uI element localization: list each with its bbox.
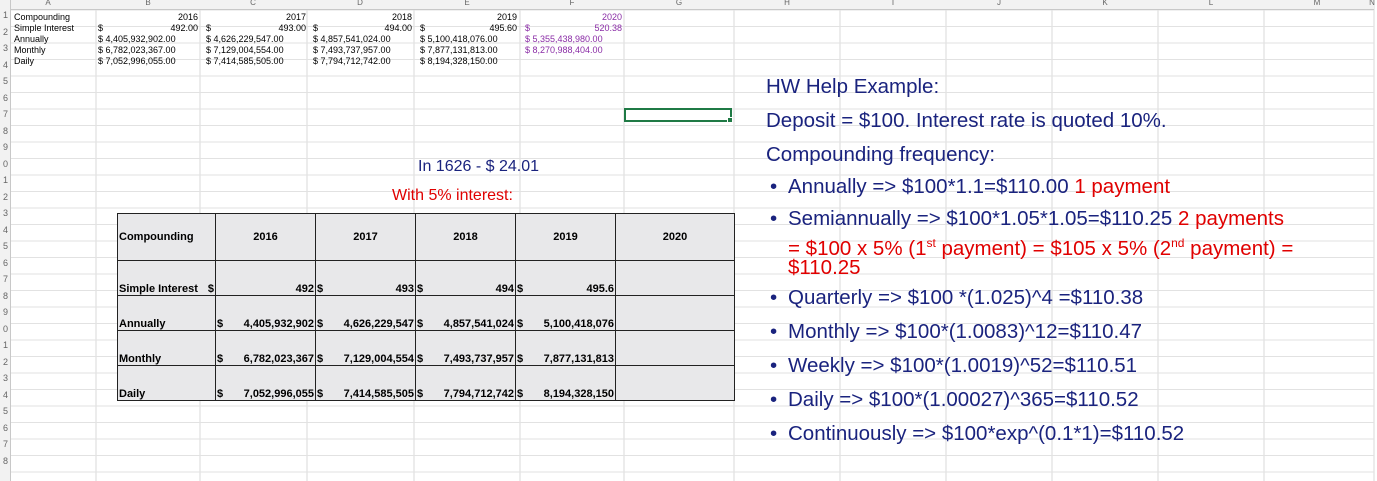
row-label: Daily [119, 388, 146, 400]
cell-value: 4,405,932,902 [243, 318, 314, 330]
cell-d5[interactable]: $ 7,794,712,742.00 [313, 56, 391, 66]
table-cell[interactable] [316, 296, 416, 331]
column-letter[interactable]: D [357, 0, 363, 7]
cell-c1[interactable]: 2017 [285, 12, 306, 22]
cell-e1[interactable]: 2019 [496, 12, 517, 22]
table-cell[interactable] [516, 261, 616, 296]
column-letter[interactable]: C [250, 0, 256, 7]
table-row [118, 261, 735, 296]
table-cell[interactable] [216, 331, 316, 366]
list-item [766, 204, 1371, 234]
row-number[interactable]: 5 [2, 241, 8, 251]
dollar-sign: $ [417, 388, 424, 400]
cell-value: 6,782,023,367 [243, 353, 314, 365]
dollar-sign: $ [517, 283, 524, 295]
semiannually-note: 2 payments [1178, 207, 1285, 230]
cell-e3[interactable]: $ 5,100,418,076.00 [420, 34, 498, 44]
cell-value: 493 [395, 283, 414, 295]
superscript: nd [1171, 236, 1185, 250]
cell-a5[interactable]: Daily [14, 56, 35, 66]
row-number[interactable]: 3 [2, 208, 8, 218]
cell-c2-dollar: $ [206, 23, 212, 33]
fill-handle[interactable] [727, 117, 733, 123]
row-number[interactable]: 2 [2, 191, 8, 202]
row-label: Simple Interest [119, 283, 198, 295]
cell-value: 4,857,541,024 [443, 318, 514, 330]
column-letter[interactable]: I [891, 0, 895, 7]
cell-d3[interactable]: $ 4,857,541,024.00 [313, 34, 391, 44]
row-number[interactable]: 6 [2, 422, 8, 433]
cell-a2[interactable]: Simple Interest [14, 23, 75, 33]
list-item: • Continuously => $100*exp^(0.1*1)=$110.52 [766, 417, 1371, 451]
table-cell[interactable] [316, 331, 416, 366]
dollar-sign: $ [217, 318, 224, 330]
dollar-sign: $ [517, 318, 524, 330]
cell-d2[interactable]: 494.00 [384, 23, 412, 33]
detail-part: payment) = $105 x 5% (2 [935, 236, 1172, 260]
dollar-sign: $ [317, 318, 324, 330]
dollar-sign: $ [207, 283, 214, 295]
cell-value: 495.6 [586, 283, 614, 295]
row-number[interactable]: 7 [2, 109, 8, 119]
row-label: Monthly [119, 353, 162, 365]
table-header-cell[interactable]: 2018 [416, 214, 516, 261]
row-label: Annually [119, 318, 166, 330]
row-number[interactable]: 1 [2, 10, 8, 20]
table-cell[interactable] [516, 366, 616, 401]
row-number[interactable]: 3 [2, 43, 8, 53]
table-header-cell[interactable]: 2019 [516, 214, 616, 261]
dollar-sign: $ [317, 283, 324, 295]
column-letter[interactable]: N [1369, 0, 1375, 7]
list-item: • Daily => $100*(1.00027)^365=$110.52 [766, 383, 1371, 417]
list-item: • Weekly => $100*(1.0019)^52=$110.51 [766, 349, 1371, 383]
column-letter[interactable]: L [1208, 0, 1214, 7]
row-number[interactable]: 9 [2, 307, 8, 317]
row-number[interactable]: 1 [2, 340, 8, 350]
table-cell[interactable] [516, 296, 616, 331]
help-frequency-heading: Compounding frequency: [766, 143, 996, 166]
cell-value: 7,052,996,055 [243, 388, 314, 400]
cell-f2-dollar: $ [525, 23, 531, 33]
column-letter[interactable]: G [675, 0, 683, 7]
table-row [118, 366, 735, 401]
superscript: st [926, 236, 936, 250]
hw-help-panel [766, 70, 1371, 451]
cell-e4[interactable]: $ 7,877,131,813.00 [420, 45, 498, 55]
table-header-cell[interactable]: 2016 [216, 214, 316, 261]
column-letter[interactable]: K [1102, 0, 1108, 7]
dollar-sign: $ [417, 318, 424, 330]
help-list [766, 172, 1371, 234]
row-number[interactable]: 4 [2, 59, 8, 70]
cell-b1[interactable]: 2016 [177, 12, 198, 22]
column-letter[interactable]: J [997, 0, 1001, 7]
row-label-cell[interactable] [118, 261, 216, 296]
row-number[interactable]: 1 [2, 175, 8, 185]
column-letter[interactable]: F [569, 0, 575, 7]
semiannually-formula: Semiannually => $100*1.05*1.05=$110.25 [788, 207, 1173, 230]
table-row [118, 296, 735, 331]
selected-cell[interactable] [624, 108, 732, 122]
row-number[interactable]: 6 [2, 257, 8, 268]
compounding-table [117, 213, 735, 401]
cell-d2-dollar: $ [313, 23, 319, 33]
detail-part: payment) = [1184, 236, 1294, 260]
cell-c4[interactable]: $ 7,129,004,554.00 [206, 45, 284, 55]
list-item [766, 172, 1371, 202]
row-number[interactable]: 4 [2, 224, 8, 235]
row-number[interactable]: 9 [2, 142, 8, 152]
table-cell[interactable] [216, 296, 316, 331]
cell-e2-dollar: $ [420, 23, 426, 33]
cell-b3[interactable]: $ 4,405,932,902.00 [98, 34, 176, 44]
cell-value: 492 [295, 283, 314, 295]
cell-b5[interactable]: $ 7,052,996,055.00 [98, 56, 176, 66]
row-number[interactable]: 8 [2, 455, 8, 466]
column-letter[interactable]: B [145, 0, 151, 7]
column-header-bar [0, 0, 1374, 10]
cell-f4[interactable]: $ 8,270,988,404.00 [525, 45, 603, 55]
table-cell[interactable] [416, 261, 516, 296]
row-number[interactable]: 0 [2, 323, 8, 334]
cell-b2[interactable]: 492.00 [170, 23, 198, 33]
cell-value: 494 [495, 283, 514, 295]
table-cell[interactable] [516, 331, 616, 366]
table-cell[interactable] [216, 366, 316, 401]
cell-value: 7,493,737,957 [443, 353, 514, 365]
table-row [118, 331, 735, 366]
dollar-sign: $ [217, 353, 224, 365]
row-number[interactable]: 7 [2, 439, 8, 449]
cell-f2[interactable]: 520.38 [594, 23, 622, 33]
cell-a1[interactable]: Compounding [14, 12, 71, 22]
table-cell[interactable] [616, 261, 735, 296]
row-label-cell[interactable] [118, 296, 216, 331]
column-letter[interactable]: H [784, 0, 790, 7]
cell-b4[interactable]: $ 6,782,023,367.00 [98, 45, 176, 55]
row-number[interactable]: 7 [2, 274, 8, 284]
cell-value: 4,626,229,547 [343, 318, 414, 330]
help-title: HW Help Example: [766, 75, 940, 98]
cell-f3[interactable]: $ 5,355,438,980.00 [525, 34, 603, 44]
row-number[interactable]: 8 [2, 125, 8, 136]
dollar-sign: $ [417, 283, 424, 295]
row-number[interactable]: 5 [2, 406, 8, 416]
cell-value: 5,100,418,076 [543, 318, 614, 330]
row-label-cell[interactable] [118, 366, 216, 401]
semiannually-result: $110.25 [788, 255, 861, 279]
row-number[interactable]: 2 [2, 26, 8, 37]
cell-value: 7,877,131,813 [543, 353, 614, 365]
table-cell[interactable] [616, 366, 735, 401]
dollar-sign: $ [517, 353, 524, 365]
list-item: • Monthly => $100*(1.0083)^12=$110.47 [766, 315, 1371, 349]
row-label-cell[interactable] [118, 331, 216, 366]
cell-b2-dollar: $ [98, 23, 104, 33]
cell-e2[interactable]: 495.60 [489, 23, 517, 33]
cell-c5[interactable]: $ 7,414,585,505.00 [206, 56, 284, 66]
cell-e5[interactable]: $ 8,194,328,150.00 [420, 56, 498, 66]
column-letter[interactable]: E [464, 0, 470, 7]
help-list-2 [766, 281, 1371, 451]
middle-title: In 1626 - $ 24.01 [418, 158, 539, 175]
cell-value: 7,129,004,554 [343, 353, 414, 365]
table-cell[interactable] [316, 261, 416, 296]
annually-note: 1 payment [1074, 175, 1171, 198]
detail-part: = $100 x 5% (1 [788, 236, 927, 260]
cell-value: 7,794,712,742 [443, 388, 514, 400]
column-letter[interactable]: M [1313, 0, 1321, 7]
dollar-sign: $ [217, 388, 224, 400]
table-header-cell[interactable]: 2017 [316, 214, 416, 261]
row-number[interactable]: 2 [2, 356, 8, 367]
table-cell[interactable] [216, 261, 316, 296]
row-number[interactable]: 5 [2, 76, 8, 86]
row-number[interactable]: 4 [2, 389, 8, 400]
cell-f1[interactable]: 2020 [601, 12, 622, 22]
row-number[interactable]: 8 [2, 290, 8, 301]
annually-formula: Annually => $100*1.1=$110.00 [788, 175, 1069, 198]
dollar-sign: $ [517, 388, 524, 400]
cell-c3[interactable]: $ 4,626,229,547.00 [206, 34, 284, 44]
dollar-sign: $ [317, 388, 324, 400]
table-header-cell[interactable]: Compounding [118, 214, 216, 261]
cell-d1[interactable]: 2018 [391, 12, 412, 22]
table-cell[interactable] [616, 331, 735, 366]
cell-a4[interactable]: Monthly [14, 45, 46, 55]
dollar-sign: $ [317, 353, 324, 365]
table-cell[interactable] [616, 296, 735, 331]
cell-c2[interactable]: 493.00 [278, 23, 306, 33]
cell-value: 8,194,328,150 [543, 388, 614, 400]
table-cell[interactable] [416, 366, 516, 401]
row-number[interactable]: 3 [2, 373, 8, 383]
cell-d4[interactable]: $ 7,493,737,957.00 [313, 45, 391, 55]
list-item: • Quarterly => $100 *(1.025)^4 =$110.38 [766, 281, 1371, 315]
table-header-row [118, 214, 735, 261]
semiannually-detail [766, 234, 1371, 258]
row-number[interactable]: 6 [2, 92, 8, 103]
table-cell[interactable] [416, 296, 516, 331]
cell-value: 7,414,585,505 [343, 388, 414, 400]
help-deposit: Deposit = $100. Interest rate is quoted 10%. [766, 109, 1167, 132]
row-number[interactable]: 0 [2, 158, 8, 169]
table-cell[interactable] [416, 331, 516, 366]
table-cell[interactable] [316, 366, 416, 401]
dollar-sign: $ [417, 353, 424, 365]
column-letter[interactable]: A [45, 0, 51, 7]
cell-a3[interactable]: Annually [14, 34, 49, 44]
middle-subtitle: With 5% interest: [392, 187, 513, 204]
table-header-cell[interactable]: 2020 [616, 214, 735, 261]
